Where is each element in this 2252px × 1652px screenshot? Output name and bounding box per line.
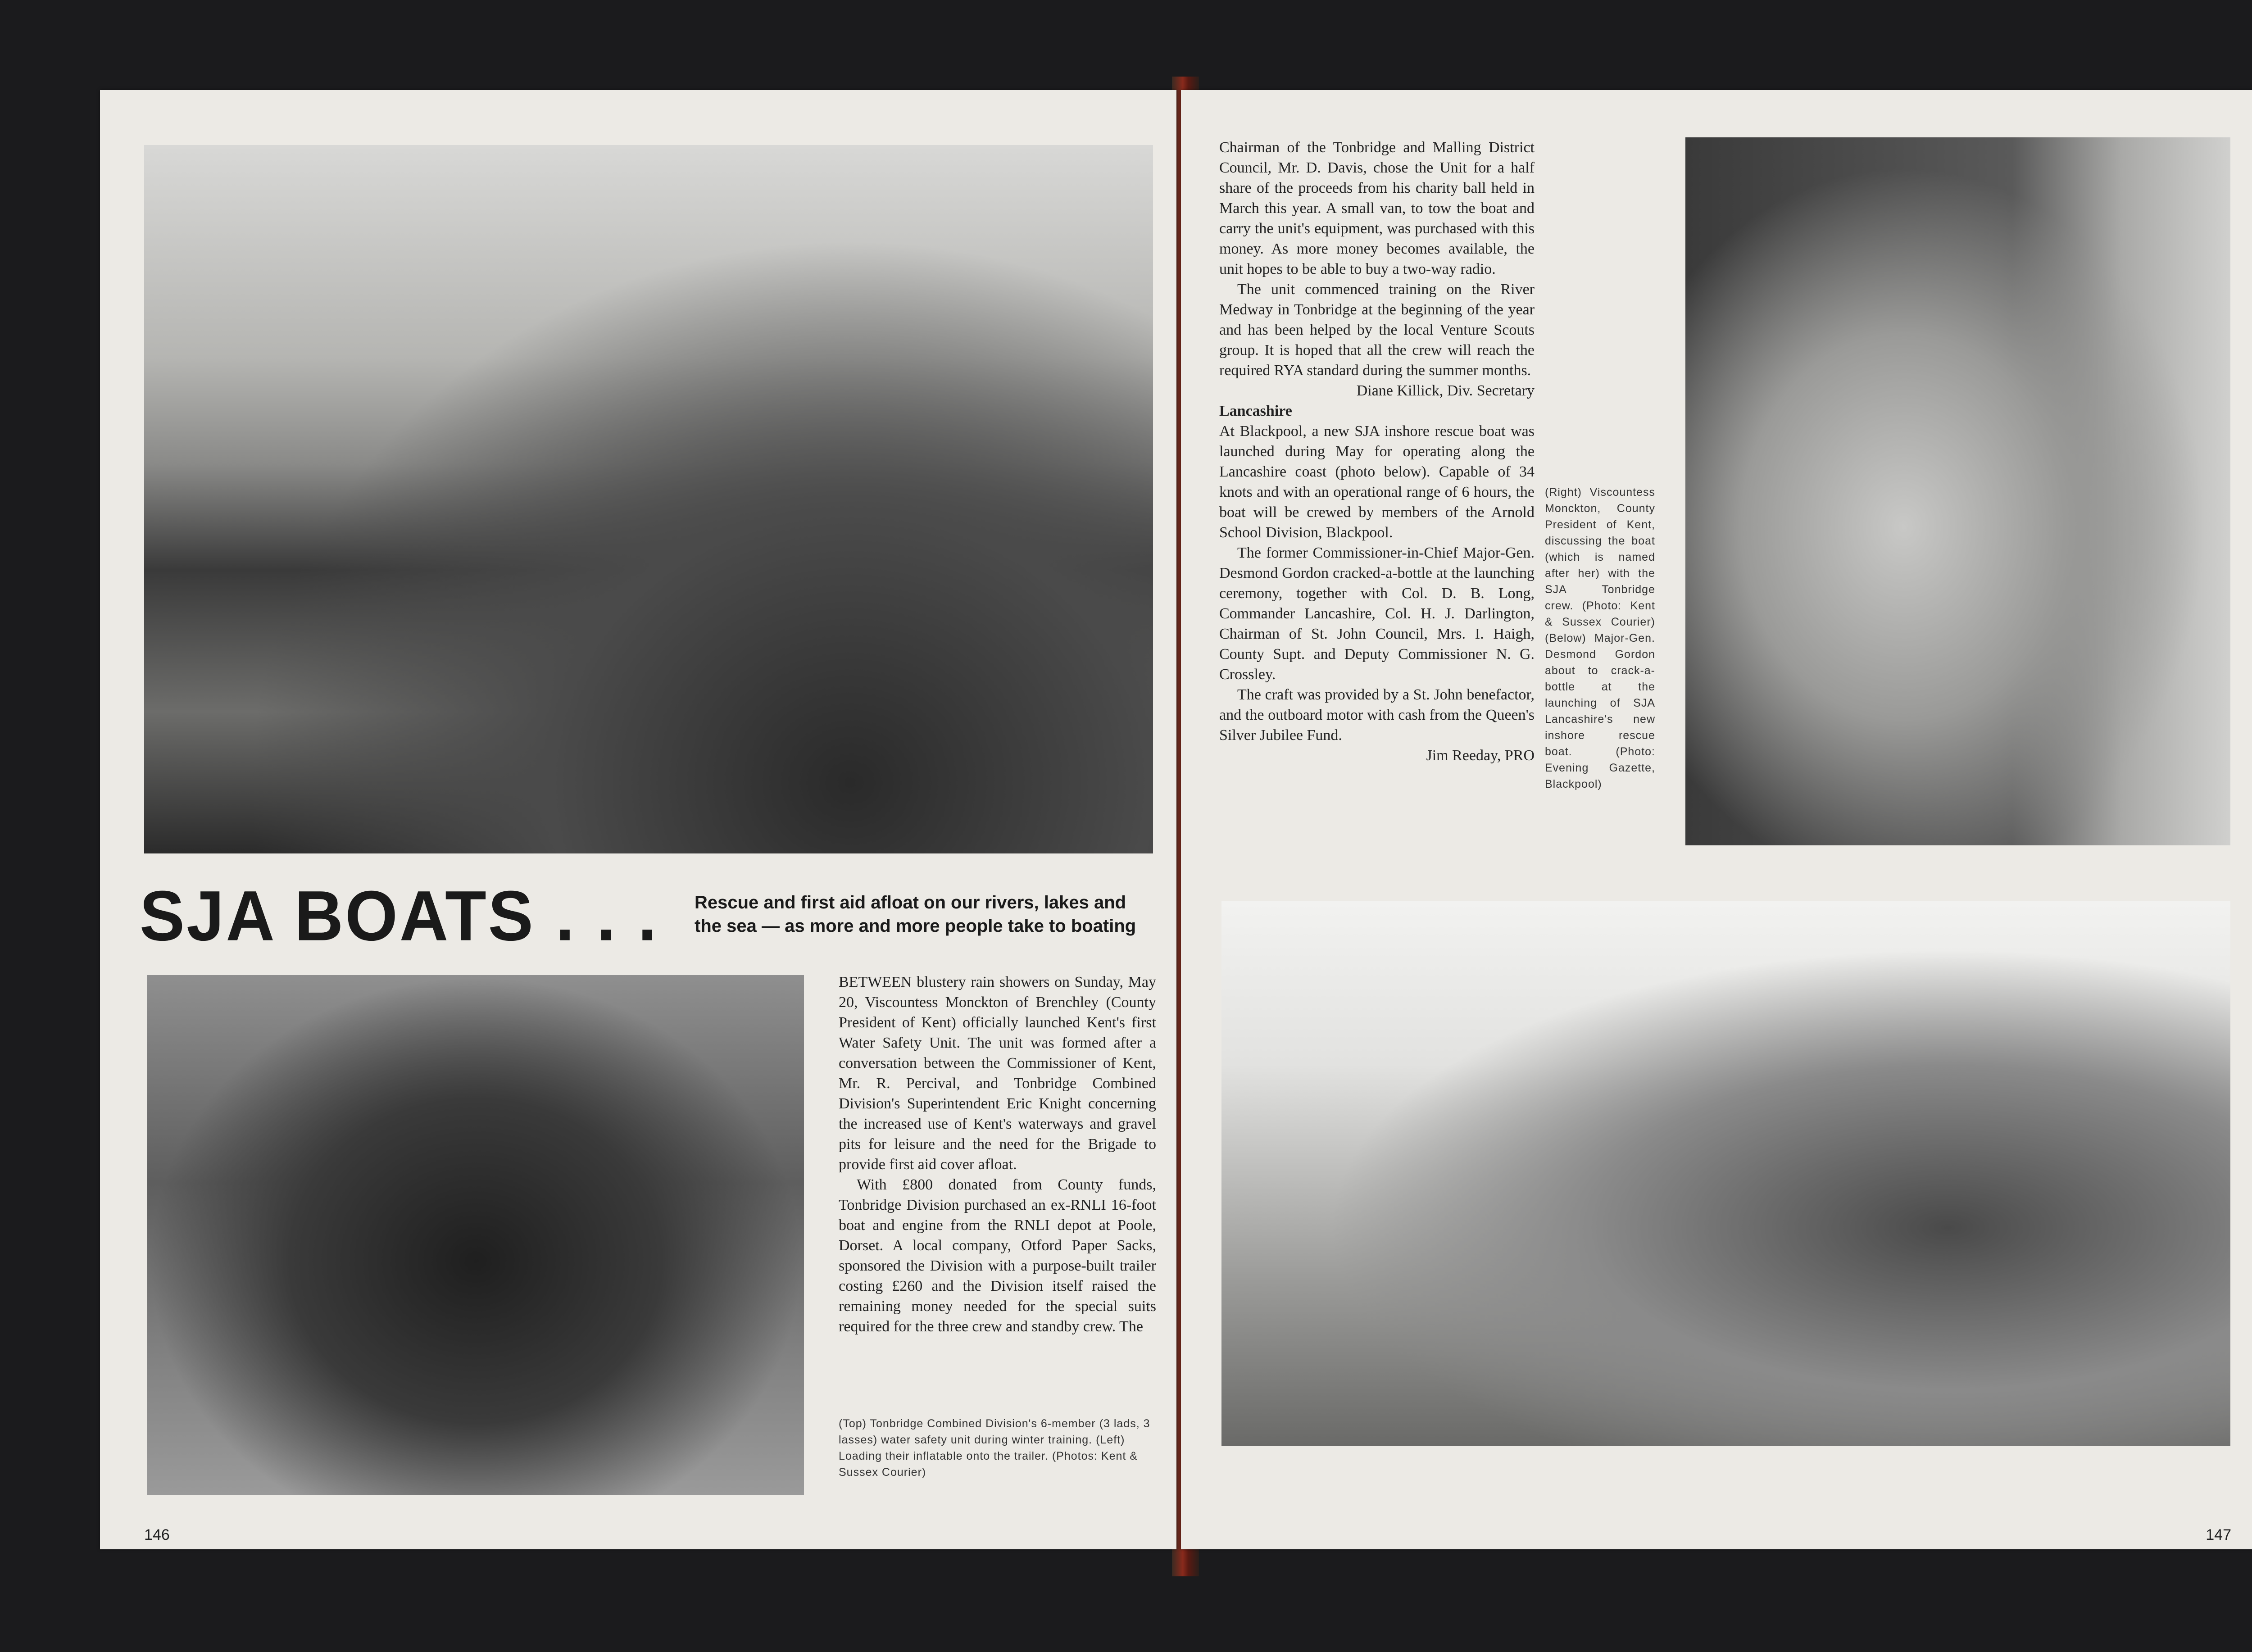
magazine-spread [100,90,2252,1549]
subheading-lancashire: Lancashire [1219,403,1292,419]
body-paragraph: Chairman of the Tonbridge and Malling District Council, Mr. D. Davis, chose the Unit for a half share of the proceeds from his charity ball held in March this year. A small van, to tow the boat and carry the unit's equipment, was purchased with this money. As more money becomes available, the unit hopes to be able to buy a two-way radio. [1219,139,1535,277]
photo-right-viscountess [1685,137,2230,845]
photo-left-loading [147,975,804,1495]
right-caption: (Right) Viscountess Monckton, County President of Kent, discussing the boat (which is named after her) with the SJA Tonbridge crew. (Photo: Kent & Sussex Courier) (Below) Major-Gen. Desmond Gordon about to crack-a-bottle at the launching of SJA Lancashire's new inshore rescue boat. (Photo: Evening Gazette, Blackpool) [1545,486,1655,790]
signature-diane: Diane Killick, Div. Secretary [1356,382,1535,399]
page-number-right: 147 [2206,1526,2231,1543]
left-body-column [839,972,1156,1337]
right-page [1181,90,2252,1549]
body-paragraph: The craft was provided by a St. John benefactor, and the outboard motor with cash from the Queen's Silver Jubilee Fund. [1219,686,1535,744]
body-paragraph: BETWEEN blustery rain showers on Sunday, May 20, Viscountess Monckton of Brenchley (County President of Kent) officially launched Kent's first Water Safety Unit. The unit was formed after a conversation between the Commissioner of Kent, Mr. R. Percival, and Tonbridge Combined Division's Superintendent Eric Knight concerning the increased use of Kent's waterways and gravel pits for leisure and the need for the Brigade to provide first aid cover afloat. [839,974,1156,1173]
page-number-left: 146 [144,1526,170,1543]
subhead: Rescue and first aid afloat on our rivers, lakes and the sea — as more and more people take to boating [695,893,1136,936]
body-paragraph: With £800 donated from County funds, Tonbridge Division purchased an ex-RNLI 16-foot boat and engine from the RNLI depot at Poole, Dorset. A local company, Otford Paper Sacks, sponsored the Division with a purpose-built trailer costing £260 and the Division itself raised the remaining money needed for the special suits required for the three crew and standby crew. The [839,1176,1156,1335]
right-body-column [1219,137,1535,766]
body-paragraph: The former Commissioner-in-Chief Major-Gen. Desmond Gordon cracked-a-bottle at the launching ceremony, together with Col. D. B. Long, Commander Lancashire, Col. H. J. Darlington, Chairman of St. John Council, Mrs. I. Haigh, County Supt. and Deputy Commissioner N. G. Crossley. [1219,545,1535,683]
photo-top-training [144,145,1153,853]
left-page [100,90,1176,1549]
photo-bottom-blackpool-launch [1221,901,2230,1446]
headline: SJA BOATS . . . [140,876,658,956]
body-paragraph: The unit commenced training on the River Medway in Tonbridge at the beginning of the year and has been helped by the local Venture Scouts group. It is hoped that all the crew will reach the required RYA standard during the summer months. [1219,281,1535,379]
left-caption: (Top) Tonbridge Combined Division's 6-member (3 lads, 3 lasses) water safety unit during winter training. (Left) Loading their inflatable onto the trailer. (Photos: Kent & Sussex Courier) [839,1417,1150,1479]
body-paragraph: At Blackpool, a new SJA inshore rescue boat was launched during May for operating along the Lancashire coast (photo below). Capable of 34 knots and with an operational range of 6 hours, the boat will be crewed by members of the Arnold School Division, Blackpool. [1219,423,1535,541]
signature-jim: Jim Reeday, PRO [1426,747,1535,764]
